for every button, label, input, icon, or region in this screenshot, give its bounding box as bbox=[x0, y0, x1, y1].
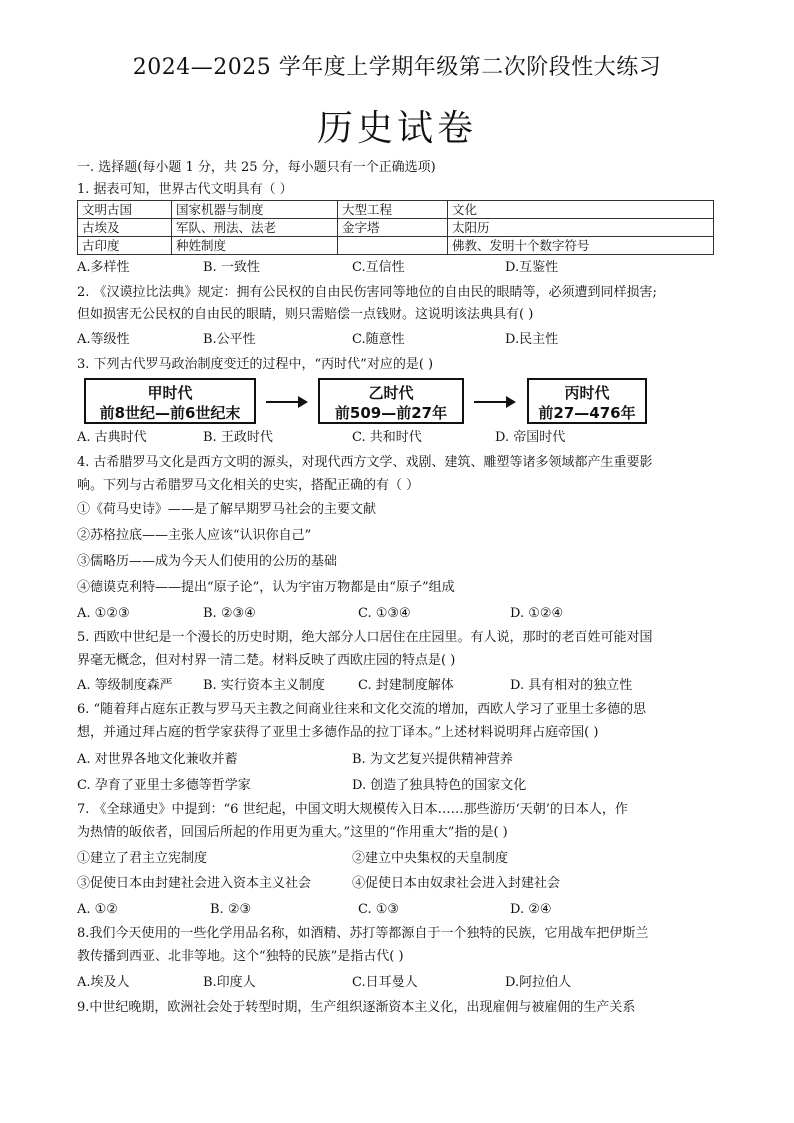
era-name: 丙时代 bbox=[564, 384, 610, 402]
exam-subject-title: 历史试卷 bbox=[316, 108, 477, 149]
table-cell: 古印度 bbox=[78, 237, 172, 255]
q8-option-a[interactable]: A.埃及人 bbox=[77, 975, 130, 990]
q6-stem-line-1: 6. “随着拜占庭东正教与罗马天主教之间商业往来和文化交流的增加，西欧人学习了亚里士多德的思 bbox=[77, 702, 647, 717]
table-row bbox=[78, 237, 714, 255]
q7-option-a[interactable]: A. ①② bbox=[77, 902, 118, 917]
q7-stem-line-1: 7. 《全球通史》中提到：“6 世纪起，中国文明大规模传入日本……那些游历‘天朝’的日本人，作 bbox=[77, 802, 628, 817]
q2-option-c[interactable]: C.随意性 bbox=[352, 332, 405, 347]
q4-item-1: ①《荷马史诗》——是了解早期罗马社会的主要文献 bbox=[77, 502, 377, 517]
q3-option-c[interactable]: C. 共和时代 bbox=[352, 430, 422, 445]
q2-option-b[interactable]: B.公平性 bbox=[203, 332, 256, 347]
q4-item-3: ③儒略历——成为今天人们使用的公历的基础 bbox=[77, 554, 338, 569]
q5-option-c[interactable]: C. 封建制度解体 bbox=[358, 678, 454, 693]
q4-item-2: ②苏格拉底——主张人应该“认识你自己” bbox=[77, 528, 312, 543]
q8-option-b[interactable]: B.印度人 bbox=[203, 975, 256, 990]
q1-stem: 1. 据表可知，世界古代文明具有（ ） bbox=[77, 182, 293, 197]
q6-option-b[interactable]: B. 为文艺复兴提供精神营养 bbox=[352, 752, 513, 767]
q3-option-d[interactable]: D. 帝国时代 bbox=[495, 430, 566, 445]
era-period: 前8世纪—前6世纪末 bbox=[99, 404, 241, 422]
table-cell: 文明古国 bbox=[78, 201, 172, 219]
q4-option-c[interactable]: C. ①③④ bbox=[358, 606, 411, 621]
era-period: 前27—476年 bbox=[538, 404, 636, 422]
q2-stem-line-2: 但如损害无公民权的自由民的眼睛，则只需赔偿一点钱财。这说明该法典具有( ) bbox=[77, 307, 534, 322]
era-name: 乙时代 bbox=[368, 384, 414, 402]
table-cell: 佛教、发明十个数字符号 bbox=[448, 237, 714, 255]
exam-header-title: 2024—2025 学年度上学期年级第二次阶段性大练习 bbox=[132, 55, 662, 80]
q3-option-a[interactable]: A. 古典时代 bbox=[77, 430, 147, 445]
q5-option-b[interactable]: B. 实行资本主义制度 bbox=[203, 678, 325, 693]
q7-option-d[interactable]: D. ②④ bbox=[510, 902, 552, 917]
table-cell: 文化 bbox=[448, 201, 714, 219]
era-box-jia bbox=[84, 378, 256, 424]
q7-option-c[interactable]: C. ①③ bbox=[358, 902, 400, 917]
q7-option-b[interactable]: B. ②③ bbox=[210, 902, 252, 917]
q1-option-b[interactable]: B. 一致性 bbox=[203, 260, 260, 275]
q1-option-d[interactable]: D.互鉴性 bbox=[505, 260, 559, 275]
q7-item-2: ②建立中央集权的天皇制度 bbox=[352, 851, 509, 866]
q2-stem-line-1: 2. 《汉谟拉比法典》规定：拥有公民权的自由民伤害同等地位的自由民的眼睛等，必须遭到同样损害; bbox=[77, 285, 657, 300]
era-box-bing bbox=[527, 378, 647, 424]
era-box-yi bbox=[318, 378, 464, 424]
q4-stem-line-2: 响。下列与古希腊罗马文化相关的史实，搭配正确的有（ ） bbox=[77, 478, 420, 493]
q5-stem-line-2: 界毫无概念，但对村界一清二楚。材料反映了西欧庄园的特点是( ) bbox=[77, 653, 456, 668]
q3-stem: 3. 下列古代罗马政治制度变迁的过程中，“丙时代”对应的是( ) bbox=[77, 357, 434, 372]
table-cell: 国家机器与制度 bbox=[172, 201, 338, 219]
table-cell bbox=[338, 237, 448, 255]
q9-stem-line-1: 9.中世纪晚期，欧洲社会处于转型时期，生产组织逐渐资本主义化，出现雇佣与被雇佣的生产关系 bbox=[77, 1000, 636, 1015]
era-name: 甲时代 bbox=[147, 384, 193, 402]
q1-option-a[interactable]: A.多样性 bbox=[77, 260, 130, 275]
q8-stem-line-2: 教传播到西亚、北非等地。这个“独特的民族”是指古代( ) bbox=[77, 949, 404, 964]
q8-stem-line-1: 8.我们今天使用的一些化学用品名称，如酒精、苏打等都源自于一个独特的民族，它用战车把伊斯兰 bbox=[77, 926, 649, 941]
q6-option-a[interactable]: A. 对世界各地文化兼收并蓄 bbox=[77, 752, 238, 767]
table-cell: 金字塔 bbox=[338, 219, 448, 237]
table-cell: 军队、刑法、法老 bbox=[172, 219, 338, 237]
q2-option-d[interactable]: D.民主性 bbox=[505, 332, 559, 347]
civilization-table bbox=[77, 200, 714, 255]
table-row bbox=[78, 201, 714, 219]
q5-stem-line-1: 5. 西欧中世纪是一个漫长的历史时期，绝大部分人口居住在庄园里。有人说，那时的老百姓可能对国 bbox=[77, 630, 653, 645]
era-period: 前509—前27年 bbox=[334, 404, 448, 422]
table-cell: 大型工程 bbox=[338, 201, 448, 219]
arrow-right-icon bbox=[474, 401, 514, 403]
q8-option-d[interactable]: D.阿拉伯人 bbox=[505, 975, 572, 990]
q6-option-d[interactable]: D. 创造了独具特色的国家文化 bbox=[352, 778, 527, 793]
q4-option-a[interactable]: A. ①②③ bbox=[77, 606, 130, 621]
section-heading: 一. 选择题(每小题 1 分，共 25 分，每小题只有一个正确选项) bbox=[77, 160, 436, 175]
q4-stem-line-1: 4. 古希腊罗马文化是西方文明的源头，对现代西方文学、戏剧、建筑、雕塑等诸多领域都产生重要影 bbox=[77, 455, 653, 470]
q1-option-c[interactable]: C.互信性 bbox=[352, 260, 405, 275]
q7-item-3: ③促使日本由封建社会进入资本主义社会 bbox=[77, 876, 312, 891]
table-cell: 古埃及 bbox=[78, 219, 172, 237]
q2-option-a[interactable]: A.等级性 bbox=[77, 332, 130, 347]
table-row bbox=[78, 219, 714, 237]
table-cell: 种姓制度 bbox=[172, 237, 338, 255]
arrow-right-icon bbox=[266, 401, 306, 403]
q6-stem-line-2: 想，并通过拜占庭的哲学家获得了亚里士多德作品的拉丁译本。”上述材料说明拜占庭帝国( ) bbox=[77, 725, 599, 740]
q4-option-b[interactable]: B. ②③④ bbox=[203, 606, 256, 621]
q4-item-4: ④德谟克利特——提出“原子论”，认为宇宙万物都是由“原子”组成 bbox=[77, 580, 455, 595]
q6-option-c[interactable]: C. 孕育了亚里士多德等哲学家 bbox=[77, 778, 251, 793]
q8-option-c[interactable]: C.日耳曼人 bbox=[352, 975, 418, 990]
q4-option-d[interactable]: D. ①②④ bbox=[510, 606, 564, 621]
q5-option-a[interactable]: A. 等级制度森严 bbox=[77, 678, 173, 693]
q3-option-b[interactable]: B. 王政时代 bbox=[203, 430, 273, 445]
q7-item-1: ①建立了君主立宪制度 bbox=[77, 851, 208, 866]
q7-item-4: ④促使日本由奴隶社会进入封建社会 bbox=[352, 876, 561, 891]
table-cell: 太阳历 bbox=[448, 219, 714, 237]
q5-option-d[interactable]: D. 具有相对的独立性 bbox=[510, 678, 633, 693]
q7-stem-line-2: 为热情的皈依者，回国后所起的作用更为重大。”这里的“作用重大”指的是( ) bbox=[77, 825, 508, 840]
